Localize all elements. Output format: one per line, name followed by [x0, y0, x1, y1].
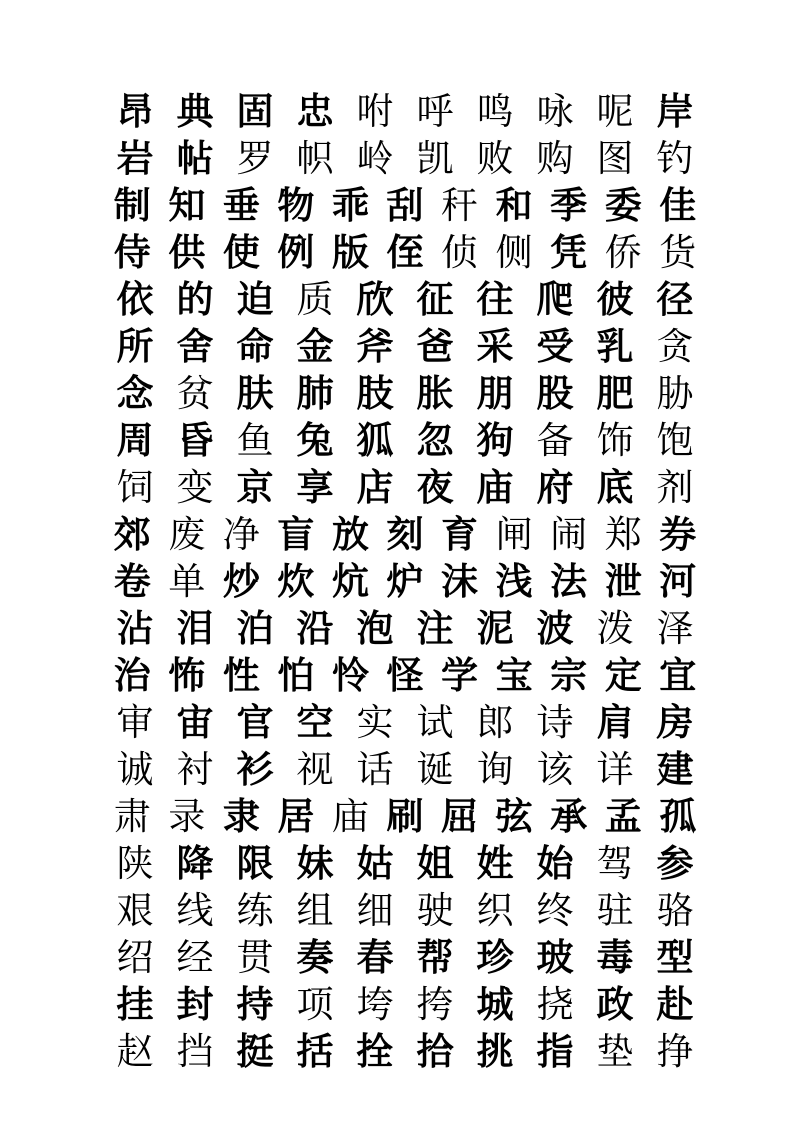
character-cell: 凯	[416, 137, 454, 180]
character-cell: 采	[476, 325, 514, 368]
character-cell: 委	[604, 184, 642, 227]
character-cell: 肥	[596, 372, 634, 415]
character-cell: 驾	[596, 842, 634, 885]
character-row	[105, 417, 705, 464]
character-cell: 话	[356, 748, 394, 791]
character-cell: 试	[416, 701, 454, 744]
character-cell: 朋	[476, 372, 514, 415]
character-cell: 隶	[222, 795, 260, 838]
character-cell: 限	[236, 842, 274, 885]
character-cell: 衫	[236, 748, 274, 791]
character-cell: 挺	[236, 1030, 274, 1073]
character-cell: 学	[441, 654, 479, 697]
character-cell: 泼	[596, 607, 634, 650]
character-cell: 刮	[386, 184, 424, 227]
character-cell: 侍	[113, 231, 151, 274]
character-cell: 鸣	[476, 90, 514, 133]
character-cell: 挑	[476, 1030, 514, 1073]
character-cell: 岸	[656, 90, 694, 133]
character-cell: 刻	[386, 513, 424, 556]
character-cell: 挎	[416, 983, 454, 1026]
character-cell: 往	[476, 278, 514, 321]
character-cell: 呢	[596, 90, 634, 133]
character-cell: 组	[296, 889, 334, 932]
character-cell: 昏	[176, 419, 214, 462]
character-cell: 线	[176, 889, 214, 932]
character-cell: 饱	[656, 419, 694, 462]
character-row	[105, 887, 705, 934]
character-row	[105, 652, 705, 699]
character-cell: 肢	[356, 372, 394, 415]
character-cell: 郊	[113, 513, 151, 556]
character-cell: 饲	[116, 466, 154, 509]
character-cell: 详	[596, 748, 634, 791]
character-cell: 奏	[296, 936, 334, 979]
character-cell: 封	[176, 983, 214, 1026]
character-cell: 鱼	[236, 419, 274, 462]
character-cell: 乳	[596, 325, 634, 368]
character-cell: 弦	[495, 795, 533, 838]
character-cell: 底	[596, 466, 634, 509]
character-cell: 实	[356, 701, 394, 744]
character-cell: 侨	[604, 231, 642, 274]
character-cell: 变	[176, 466, 214, 509]
character-cell: 购	[536, 137, 574, 180]
character-cell: 屈	[441, 795, 479, 838]
character-cell: 罗	[236, 137, 274, 180]
character-cell: 孤	[659, 795, 697, 838]
character-cell: 宜	[659, 654, 697, 697]
character-cell: 帖	[176, 137, 214, 180]
character-cell: 图	[596, 137, 634, 180]
character-cell: 官	[236, 701, 274, 744]
character-cell: 侄	[386, 231, 424, 274]
character-row	[105, 981, 705, 1028]
character-cell: 咏	[536, 90, 574, 133]
character-cell: 的	[176, 278, 214, 321]
character-row	[105, 605, 705, 652]
character-cell: 欣	[356, 278, 394, 321]
character-cell: 庙	[476, 466, 514, 509]
character-cell: 肃	[113, 795, 151, 838]
character-cell: 依	[116, 278, 154, 321]
character-cell: 空	[296, 701, 334, 744]
character-cell: 诗	[536, 701, 574, 744]
character-cell: 细	[356, 889, 394, 932]
character-cell: 胁	[656, 372, 694, 415]
character-cell: 肤	[236, 372, 274, 415]
character-cell: 舍	[176, 325, 214, 368]
character-cell: 珍	[476, 936, 514, 979]
character-cell: 终	[536, 889, 574, 932]
character-cell: 昂	[116, 90, 154, 133]
character-cell: 秆	[441, 184, 479, 227]
character-cell: 城	[476, 983, 514, 1026]
character-cell: 股	[536, 372, 574, 415]
character-cell: 季	[550, 184, 588, 227]
character-cell: 河	[659, 560, 697, 603]
character-cell: 织	[476, 889, 514, 932]
character-cell: 衬	[176, 748, 214, 791]
character-cell: 询	[476, 748, 514, 791]
character-cell: 知	[168, 184, 206, 227]
character-cell: 制	[113, 184, 151, 227]
character-cell: 夜	[416, 466, 454, 509]
character-cell: 挂	[116, 983, 154, 1026]
character-cell: 经	[176, 936, 214, 979]
character-cell: 治	[113, 654, 151, 697]
character-cell: 怪	[386, 654, 424, 697]
character-cell: 泥	[476, 607, 514, 650]
character-cell: 受	[536, 325, 574, 368]
character-cell: 剂	[656, 466, 694, 509]
character-cell: 该	[536, 748, 574, 791]
character-cell: 钓	[656, 137, 694, 180]
character-cell: 诚	[116, 748, 154, 791]
character-cell: 贯	[236, 936, 274, 979]
character-row	[105, 558, 705, 605]
character-row	[105, 934, 705, 981]
character-cell: 炉	[386, 560, 424, 603]
character-cell: 泪	[176, 607, 214, 650]
character-grid	[105, 88, 705, 1075]
character-cell: 兔	[296, 419, 334, 462]
character-cell: 沾	[116, 607, 154, 650]
character-cell: 备	[536, 419, 574, 462]
character-cell: 炕	[331, 560, 369, 603]
character-cell: 姓	[476, 842, 514, 885]
character-cell: 录	[168, 795, 206, 838]
character-cell: 骆	[656, 889, 694, 932]
character-cell: 怖	[168, 654, 206, 697]
character-cell: 岭	[356, 137, 394, 180]
character-cell: 宙	[176, 701, 214, 744]
character-cell: 贪	[656, 325, 694, 368]
character-cell: 帮	[416, 936, 454, 979]
character-cell: 肺	[296, 372, 334, 415]
character-cell: 宝	[495, 654, 533, 697]
character-cell: 享	[296, 466, 334, 509]
character-cell: 括	[296, 1030, 334, 1073]
character-cell: 例	[277, 231, 315, 274]
character-cell: 岩	[116, 137, 154, 180]
character-cell: 孟	[604, 795, 642, 838]
character-row	[105, 1028, 705, 1075]
character-cell: 金	[296, 325, 334, 368]
character-cell: 券	[659, 513, 697, 556]
character-cell: 拾	[416, 1030, 454, 1073]
character-cell: 侦	[441, 231, 479, 274]
character-cell: 质	[296, 278, 334, 321]
character-cell: 郎	[476, 701, 514, 744]
character-cell: 玻	[536, 936, 574, 979]
character-cell: 咐	[356, 90, 394, 133]
character-row	[105, 746, 705, 793]
character-cell: 闹	[550, 513, 588, 556]
character-cell: 径	[656, 278, 694, 321]
character-cell: 命	[236, 325, 274, 368]
character-cell: 怕	[277, 654, 315, 697]
character-cell: 周	[116, 419, 154, 462]
character-cell: 念	[116, 372, 154, 415]
character-cell: 店	[356, 466, 394, 509]
character-cell: 侧	[495, 231, 533, 274]
character-row	[105, 464, 705, 511]
character-cell: 持	[236, 983, 274, 1026]
character-cell: 刷	[386, 795, 424, 838]
character-cell: 败	[476, 137, 514, 180]
character-cell: 庙	[331, 795, 369, 838]
character-row	[105, 370, 705, 417]
character-cell: 放	[331, 513, 369, 556]
character-cell: 赴	[656, 983, 694, 1026]
character-cell: 视	[296, 748, 334, 791]
character-cell: 卷	[113, 560, 151, 603]
character-row	[105, 182, 705, 229]
character-row	[105, 135, 705, 182]
character-cell: 供	[168, 231, 206, 274]
character-cell: 帜	[296, 137, 334, 180]
character-cell: 房	[656, 701, 694, 744]
character-cell: 浅	[495, 560, 533, 603]
character-row	[105, 699, 705, 746]
character-cell: 毒	[596, 936, 634, 979]
character-cell: 政	[596, 983, 634, 1026]
character-cell: 物	[277, 184, 315, 227]
character-cell: 陕	[116, 842, 154, 885]
character-cell: 盲	[277, 513, 315, 556]
character-cell: 固	[236, 90, 274, 133]
character-cell: 承	[550, 795, 588, 838]
character-cell: 货	[659, 231, 697, 274]
character-cell: 驶	[416, 889, 454, 932]
character-cell: 版	[331, 231, 369, 274]
character-cell: 狗	[476, 419, 514, 462]
character-cell: 迫	[236, 278, 274, 321]
character-cell: 斧	[356, 325, 394, 368]
character-row	[105, 511, 705, 558]
character-cell: 府	[536, 466, 574, 509]
character-cell: 单	[168, 560, 206, 603]
character-cell: 净	[222, 513, 260, 556]
character-cell: 姑	[356, 842, 394, 885]
character-cell: 京	[236, 466, 274, 509]
character-cell: 项	[296, 983, 334, 1026]
character-cell: 参	[656, 842, 694, 885]
character-cell: 怜	[331, 654, 369, 697]
character-cell: 降	[176, 842, 214, 885]
character-cell: 艰	[116, 889, 154, 932]
character-cell: 炊	[277, 560, 315, 603]
character-cell: 爬	[536, 278, 574, 321]
character-cell: 所	[116, 325, 154, 368]
character-cell: 绍	[116, 936, 154, 979]
character-cell: 凭	[550, 231, 588, 274]
character-row	[105, 229, 705, 276]
character-cell: 注	[416, 607, 454, 650]
character-cell: 诞	[416, 748, 454, 791]
character-cell: 佳	[659, 184, 697, 227]
character-row	[105, 840, 705, 887]
character-cell: 指	[536, 1030, 574, 1073]
character-cell: 驻	[596, 889, 634, 932]
character-cell: 征	[416, 278, 454, 321]
character-cell: 彼	[596, 278, 634, 321]
character-cell: 练	[236, 889, 274, 932]
character-cell: 春	[356, 936, 394, 979]
character-cell: 沿	[296, 607, 334, 650]
character-cell: 贫	[176, 372, 214, 415]
character-cell: 爸	[416, 325, 454, 368]
character-cell: 忠	[296, 90, 334, 133]
character-cell: 挣	[656, 1030, 694, 1073]
character-cell: 乖	[331, 184, 369, 227]
character-cell: 居	[277, 795, 315, 838]
character-cell: 炒	[222, 560, 260, 603]
character-cell: 育	[441, 513, 479, 556]
character-row	[105, 276, 705, 323]
character-cell: 性	[222, 654, 260, 697]
character-cell: 泽	[656, 607, 694, 650]
character-cell: 典	[176, 90, 214, 133]
character-cell: 闸	[495, 513, 533, 556]
character-cell: 波	[536, 607, 574, 650]
character-cell: 胀	[416, 372, 454, 415]
character-cell: 废	[168, 513, 206, 556]
character-cell: 泊	[236, 607, 274, 650]
character-cell: 定	[604, 654, 642, 697]
character-cell: 妹	[296, 842, 334, 885]
character-cell: 法	[550, 560, 588, 603]
character-cell: 姐	[416, 842, 454, 885]
character-cell: 饰	[596, 419, 634, 462]
character-cell: 型	[656, 936, 694, 979]
character-cell: 垂	[222, 184, 260, 227]
character-cell: 垮	[356, 983, 394, 1026]
character-cell: 审	[116, 701, 154, 744]
character-cell: 呼	[416, 90, 454, 133]
character-cell: 拴	[356, 1030, 394, 1073]
character-row	[105, 793, 705, 840]
character-cell: 忽	[416, 419, 454, 462]
character-cell: 郑	[604, 513, 642, 556]
character-cell: 垫	[596, 1030, 634, 1073]
character-row	[105, 323, 705, 370]
character-cell: 挡	[176, 1030, 214, 1073]
character-cell: 建	[656, 748, 694, 791]
character-row	[105, 88, 705, 135]
character-cell: 使	[222, 231, 260, 274]
character-cell: 肩	[596, 701, 634, 744]
character-cell: 和	[495, 184, 533, 227]
character-cell: 泄	[604, 560, 642, 603]
character-cell: 狐	[356, 419, 394, 462]
character-cell: 赵	[116, 1030, 154, 1073]
character-cell: 沫	[441, 560, 479, 603]
character-cell: 宗	[550, 654, 588, 697]
character-cell: 泡	[356, 607, 394, 650]
character-cell: 挠	[536, 983, 574, 1026]
character-cell: 始	[536, 842, 574, 885]
